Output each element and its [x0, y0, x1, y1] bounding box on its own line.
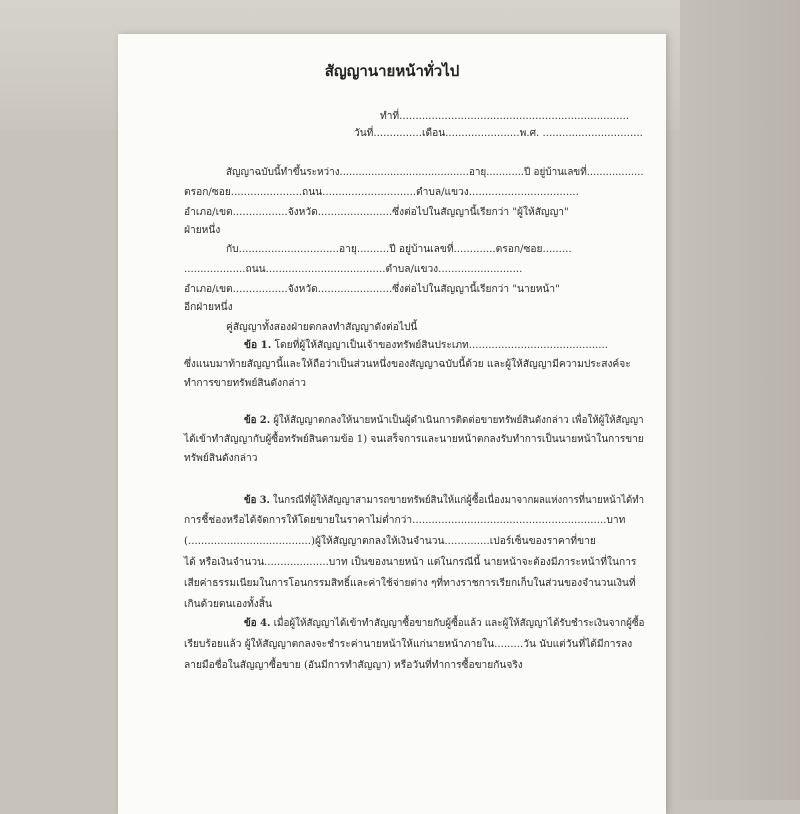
clause-3-label: ข้อ 3. — [244, 494, 270, 506]
clause-1-label: ข้อ 1. — [244, 339, 272, 351]
clause-3-text-5: เสียค่าธรรมเนียมในการโอนกรรมสิทธิ์และค่าใช้จ่ายต่าง ๆที่ทางราชการเรียกเก็บในส่วนของจำนวนเงินที่ — [184, 578, 636, 589]
clause-2-text-3: ทรัพย์สินดังกล่าว — [184, 453, 258, 464]
party1-line-2: ตรอก/ซอย......................ถนน.............................ตำบล/แขวง.................................. — [184, 187, 579, 198]
agreement-line: คู่สัญญาทั้งสองฝ่ายตกลงทำสัญญาดังต่อไปนี้ — [226, 322, 418, 333]
clause-1-text-1: โดยที่ผู้ให้สัญญาเป็นเจ้าของทรัพย์สินประเภท........................................... — [274, 340, 609, 351]
party1-line-4: ฝ่ายหนึ่ง — [184, 225, 221, 236]
party2-line-3: อำเภอ/เขต.................จังหวัด.......................ซึ่งต่อไปในสัญญานี้เรียกว่า "นายหน้า" — [184, 284, 560, 295]
header-place: ทำที่....................................................................... — [380, 111, 630, 122]
party2-line-4: อีกฝ่ายหนึ่ง — [184, 302, 233, 313]
clause-2-text-2: ได้เข้าทำสัญญากับผู้ซื้อทรัพย์สินตามข้อ 1) จนเสร็จการและนายหน้าตกลงรับทำการเป็นนายหน้าในการขาย — [184, 434, 644, 445]
background-right — [680, 0, 800, 800]
contract-page — [118, 34, 666, 814]
clause-4-label: ข้อ 4. — [244, 617, 271, 629]
party2-line-1: กับ...............................อายุ..........ปี อยู่บ้านเลขที่.............ตรอก/ซอย......... — [226, 244, 572, 255]
clause-1-text-3: ทำการขายทรัพย์สินดังกล่าว — [184, 378, 306, 389]
party1-line-3: อำเภอ/เขต.................จังหวัด.......................ซึ่งต่อไปในสัญญานี้เรียกว่า "ผู้ให้สัญญา" — [184, 207, 569, 218]
clause-4-text-2: เรียบร้อยแล้ว ผู้ให้สัญญาตกลงจะชำระค่านายหน้าให้แก่นายหน้าภายใน.........วัน นับแต่วันที่ได้มีการลง — [184, 639, 633, 650]
clause-2-text-1: ผู้ให้สัญญาตกลงให้นายหน้าเป็นผู้ดำเนินการติดต่อขายทรัพย์สินดังกล่าว เพื่อให้ผู้ให้สัญญา — [273, 415, 644, 426]
party1-line-1: สัญญาฉบับนี้ทำขึ้นระหว่าง.........................................อายุ............ปี อยู่บ้านเลขที่.................. — [226, 167, 644, 178]
clause-1-text-2: ซึ่งแนบมาท้ายสัญญานี้และให้ถือว่าเป็นส่วนหนึ่งของสัญญาฉบับนี้ด้วย และผู้ให้สัญญามีความประสงค์จะ — [184, 359, 631, 370]
clause-4-text-3: ลายมือชื่อในสัญญาซื้อขาย (อันมีการทำสัญญา) หรือวันที่ทำการซื้อขายกันจริง — [184, 660, 523, 671]
clause-4-first-line — [244, 615, 644, 631]
clause-4-text-1: เมื่อผู้ให้สัญญาได้เข้าทำสัญญาซื้อขายกับผู้ซื้อแล้ว และผู้ให้สัญญาได้รับชำระเงินจากผู้ซื้อ — [273, 618, 645, 629]
clause-3-first-line — [244, 492, 644, 508]
clause-2-label: ข้อ 2. — [244, 414, 271, 426]
party2-line-2: ...................ถนน.....................................ตำบล/แขวง.......................... — [184, 264, 523, 275]
clause-3-text-4: ได้ หรือเงินจำนวน....................บาท เป็นของนายหน้า แต่ในกรณีนี้ นายหน้าจะต้องมีภาระหน้าที่ในการ — [184, 557, 637, 568]
clause-2-first-line — [244, 412, 644, 428]
clause-1-first-line — [244, 337, 608, 353]
clause-3-text-6: เกินด้วยตนเองทั้งสิ้น — [184, 599, 272, 610]
clause-3-text-2: การชี้ช่องหรือได้จัดการให้โดยขายในราคาไม่ต่ำกว่า............................................................บาท — [184, 515, 626, 526]
header-date: วันที่...............เดือน.......................พ.ศ. ............................... — [354, 128, 643, 139]
clause-3-text-3: (......................................)ผู้ให้สัญญาตกลงให้เงินจำนวน..............เปอร์เซ็นของราคาที่ขาย — [184, 536, 596, 547]
clause-3-text-1: ในกรณีที่ผู้ให้สัญญาสามารถขายทรัพย์สินให้แก่ผู้ซื้อเนื่องมาจากผลแห่งการที่นายหน้าได้ทำ — [272, 495, 645, 506]
document-title: สัญญานายหน้าทั่วไป — [324, 62, 460, 80]
